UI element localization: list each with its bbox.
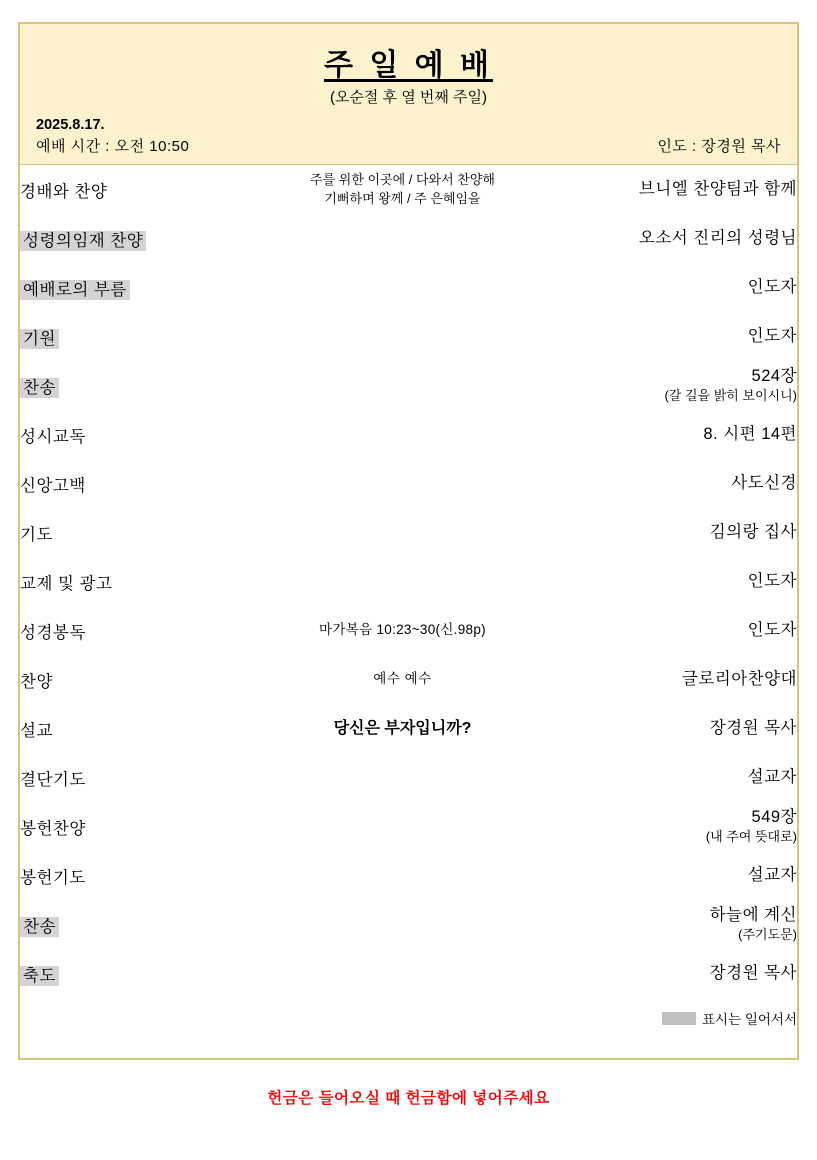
order-item-text: 기원 [20,329,59,349]
order-detail [270,753,535,802]
order-detail [270,508,535,557]
order-detail [270,851,535,900]
order-person-main: 김의랑 집사 [709,522,797,541]
order-detail [270,263,535,312]
order-detail [270,410,535,459]
order-item-text: 설교 [20,721,53,740]
order-person [535,753,797,802]
table-row [20,508,797,557]
service-time: 예배 시간 : 오전 10:50 [36,138,190,155]
order-person [535,165,797,214]
table-row [20,312,797,361]
order-person-main: 글로리아찬양대 [681,669,797,688]
table-row [20,900,797,949]
order-item-text: 축도 [20,966,59,986]
footnote-spacer-mid [270,998,535,1038]
order-person-main: 인도자 [747,277,797,296]
footnote-text: 표시는 일어서서 [701,1012,797,1027]
order-item-text: 결단기도 [20,770,86,789]
order-item-text: 교제 및 광고 [20,574,113,593]
order-item-text: 찬송 [20,917,59,937]
table-row [20,459,797,508]
order-item-label [20,214,270,263]
table-row [20,214,797,263]
order-person [535,361,797,410]
order-detail [270,214,535,263]
order-detail [270,459,535,508]
order-person-main: 인도자 [747,620,797,639]
order-person-main: 오소서 진리의 성령님 [638,228,797,247]
order-person-main: 장경원 목사 [709,963,797,982]
order-item-label [20,263,270,312]
order-detail [270,900,535,949]
order-item-label [20,312,270,361]
order-detail [270,802,535,851]
order-item-label [20,361,270,410]
order-item-label [20,410,270,459]
order-item-text: 찬송 [20,378,59,398]
order-item-text: 성령의임재 찬양 [20,231,146,251]
order-item-label [20,557,270,606]
order-person [535,557,797,606]
table-row [20,606,797,655]
bulletin-header [20,24,797,165]
order-detail [270,312,535,361]
order-item-text: 성경봉독 [20,623,86,642]
order-item-label [20,165,270,214]
order-item-text: 성시교독 [20,427,86,446]
order-person-main: 524장 [751,367,797,386]
table-row [20,949,797,998]
table-row [20,802,797,851]
table-row [20,557,797,606]
order-item-label [20,949,270,998]
order-person [535,655,797,704]
order-person-main: 브니엘 찬양팀과 함께 [638,179,797,198]
order-of-service-table [20,165,797,1058]
order-item-label [20,900,270,949]
order-person [535,949,797,998]
order-item-label [20,508,270,557]
table-row [20,851,797,900]
sermon-title: 당신은 부자입니까? [333,719,472,737]
order-person [535,704,797,753]
order-person-main: 8. 시편 14편 [703,424,797,443]
order-person [535,214,797,263]
order-person-main: 인도자 [747,571,797,590]
order-detail-line1: 마가복음 10:23~30(신.98p) [319,622,486,638]
order-item-text: 찬양 [20,672,53,691]
table-row [20,704,797,753]
page-subtitle: (오순절 후 열 번째 주일) [329,89,488,106]
order-person [535,459,797,508]
bottom-spacer-left [20,1038,270,1058]
order-detail-line2: 기뻐하며 왕께 / 주 은혜임을 [324,190,481,206]
order-detail [270,557,535,606]
footnote-row [20,998,797,1038]
order-item-text: 봉헌기도 [20,868,86,887]
order-detail [270,949,535,998]
order-detail [270,165,535,214]
order-person-sub: (갈 길을 밝히 보이시니) [664,387,797,403]
order-person [535,312,797,361]
page-title: 주 일 예 배 [324,49,493,82]
standing-footnote [535,998,797,1038]
order-item-label [20,459,270,508]
table-row [20,361,797,410]
table-row [20,410,797,459]
bottom-spacer-row [20,1038,797,1058]
bottom-spacer-mid [270,1038,535,1058]
order-person-main: 설교자 [747,865,797,884]
order-person-main: 설교자 [747,767,797,786]
order-detail [270,655,535,704]
order-item-label [20,606,270,655]
order-item-text: 신앙고백 [20,476,86,495]
order-person [535,263,797,312]
order-detail [270,606,535,655]
order-person [535,508,797,557]
table-row [20,753,797,802]
service-date: 2025.8.17. [36,117,105,133]
table-row [20,263,797,312]
order-person [535,606,797,655]
order-person [535,410,797,459]
order-item-label [20,655,270,704]
order-item-text: 예배로의 부름 [20,280,130,300]
order-person-main: 장경원 목사 [709,718,797,737]
order-item-text: 기도 [20,525,53,544]
order-of-service-body [20,165,797,1058]
order-detail [270,361,535,410]
table-row [20,655,797,704]
order-item-label [20,851,270,900]
order-person-sub: (주기도문) [738,926,797,942]
table-row [20,165,797,214]
order-person-main: 인도자 [747,326,797,345]
highlight-swatch-icon [662,1012,696,1025]
order-detail-line1: 예수 예수 [373,671,432,687]
order-item-label [20,753,270,802]
order-detail-line1: 주를 위한 이곳에 / 다와서 찬양해 [310,172,495,188]
order-person-sub: (내 주여 뜻대로) [705,828,797,844]
service-leader: 인도 : 장경원 목사 [657,138,781,155]
bottom-spacer-right [535,1038,797,1058]
order-item-text: 경배와 찬양 [20,182,108,201]
order-item-label [20,802,270,851]
order-person-main: 사도신경 [731,473,797,492]
order-person [535,900,797,949]
order-person-main: 하늘에 계신 [709,906,797,925]
service-meta [36,135,781,156]
order-person-main: 549장 [751,808,797,827]
order-item-text: 봉헌찬양 [20,819,86,838]
footnote-spacer-left [20,998,270,1038]
order-person [535,851,797,900]
bulletin-frame [18,22,799,1060]
offering-notice: 헌금은 들어오실 때 헌금함에 넣어주세요 [267,1090,550,1107]
order-person [535,802,797,851]
order-item-label [20,704,270,753]
order-detail [270,704,535,753]
